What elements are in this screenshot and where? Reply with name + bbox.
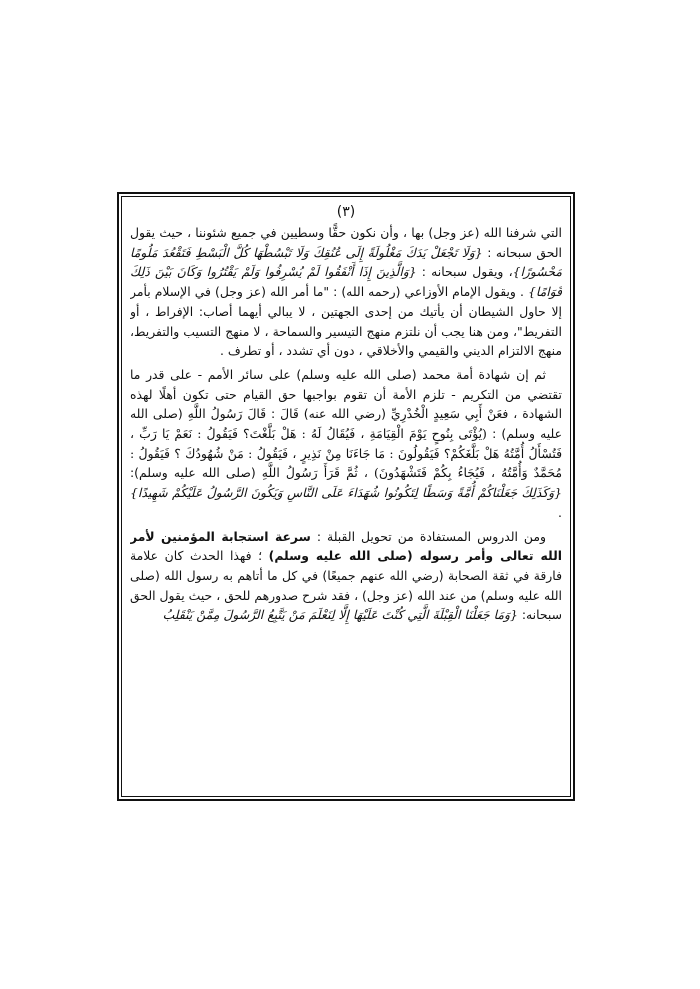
text-run: ، ثُمَّ قَرَأَ رَسُولُ اللَّهِ (صلى الله عليه وسلم): (130, 465, 375, 481)
quran-verse: {وَلَا تَجْعَلْ يَدَكَ مَغْلُولَةً إِلَى عُنُقِكَ وَلَا تَبْسُطْهَا كُلَّ الْبَسْطِ فَتَقْعُدَ مَلُومًا مَحْسُورًا} (130, 244, 562, 280)
page-number: (٣) (336, 204, 356, 220)
text-run: التي شرفنا الله (عز وجل) بها ، وأن نكون حقًّا وسطيين في جميع شئوننا ، حيث يقول الحق سبحانه : (130, 225, 562, 260)
text-run: ثم إن شهادة أمة محمد (صلى الله عليه وسلم) على سائر الأمم - على قدر ما تقتضي من التكريم - تلزم الأمة أن تقوم بواجبها حق القيام حتى تكون أهلًا لهذه الشهادة ، (130, 366, 562, 422)
paragraph-testimony (130, 365, 562, 523)
emphasized-lesson: سرعة استجابة المؤمنين لأمر الله تعالى وأمر رسوله (صلى الله عليه وسلم) (130, 528, 562, 564)
hadith-text: (يُؤْتَى بِنُوحٍ يَوْمَ الْقِيَامَةِ ، فَيُقَالُ لَهُ : هَلْ بَلَّغْتَ؟ فَيَقُولُ : نَعَمْ يَا رَبِّ ، فَتُسْأَلُ أُمَّتُهُ هَلْ بَلَّغَكُمْ؟ فَيَقُولُونَ : مَا جَاءَنَا مِنْ نَذِيرٍ ، فَيَقُولُ : مَنْ شُهُودُكَ ؟ فَيَقُولُ : مُحَمَّدٌ وَأُمَّتُهُ ، فَيُجَاءُ بِكُمْ فَتَشْهَدُونَ) (130, 426, 562, 481)
quran-verse: {وَالَّذِينَ إِذَا أَنْفَقُوا لَمْ يُسْرِفُوا وَلَمْ يَقْتُرُوا وَكَانَ بَيْنَ ذَلِكَ قَوَامًا} (130, 264, 562, 300)
paragraph-wasatiyya (130, 223, 562, 361)
text-run: . ويقول الإمام الأوزاعي (رحمه الله) : "ما أمر الله (عز وجل) في الإسلام بأمر إلا حاول الشيطان أن يأتيك من إحدى الجهتين ، لا يبالي أيهما أصاب: الإفراط ، أو التفريط"، ومن هنا يجب أن نلتزم منهج التيسير والسماحة ، لا منهج التسيب والتفريط، منهج الالتزام الديني والقيمي والأخلاقي ، دون أي تشدد ، أو تطرف . (130, 284, 562, 359)
text-run: (رضي الله عنه) قَالَ : (266, 406, 391, 422)
text-run: . (558, 504, 562, 520)
text-run: ومن الدروس المستفادة من تحويل القبلة : (310, 528, 546, 544)
text-run: ، ويقول سبحانه : (416, 264, 513, 280)
paragraph-qibla-lessons (130, 527, 562, 626)
document-body (130, 204, 562, 792)
quran-verse: {وَمَا جَعَلْنَا الْقِبْلَةَ الَّتِي كُنْتَ عَلَيْهَا إِلَّا لِنَعْلَمَ مَنْ يَتَّبِعُ الرَّسُولَ مِمَّنْ يَنْقَلِبُ (162, 607, 518, 623)
text-run: (صلى الله عليه وسلم) : (130, 406, 562, 442)
hadith-quote: قَالَ رَسُولُ اللَّهِ (187, 406, 267, 422)
text-run: ؛ فهذا الحدث كان علامة فارقة في ثقة الصحابة (رضي الله عنهم جميعًا) في كل ما أتاهم به رسول الله (صلى الله عليه وسلم) من عند الله (عز وجل) ، فقد شرح صدورهم للحق ، حيث يقول الحق سبحانه: (130, 548, 562, 623)
hadith-narrator: فعَنْ أَبِي سَعِيدٍ الْخُدْرِيِّ (390, 406, 509, 422)
quran-verse: {وَكَذَلِكَ جَعَلْنَاكُمْ أُمَّةً وَسَطًا لِتَكُونُوا شُهَدَاءَ عَلَى النَّاسِ وَيَكُونَ الرَّسُولُ عَلَيْكُمْ شَهِيدًا} (130, 485, 562, 501)
